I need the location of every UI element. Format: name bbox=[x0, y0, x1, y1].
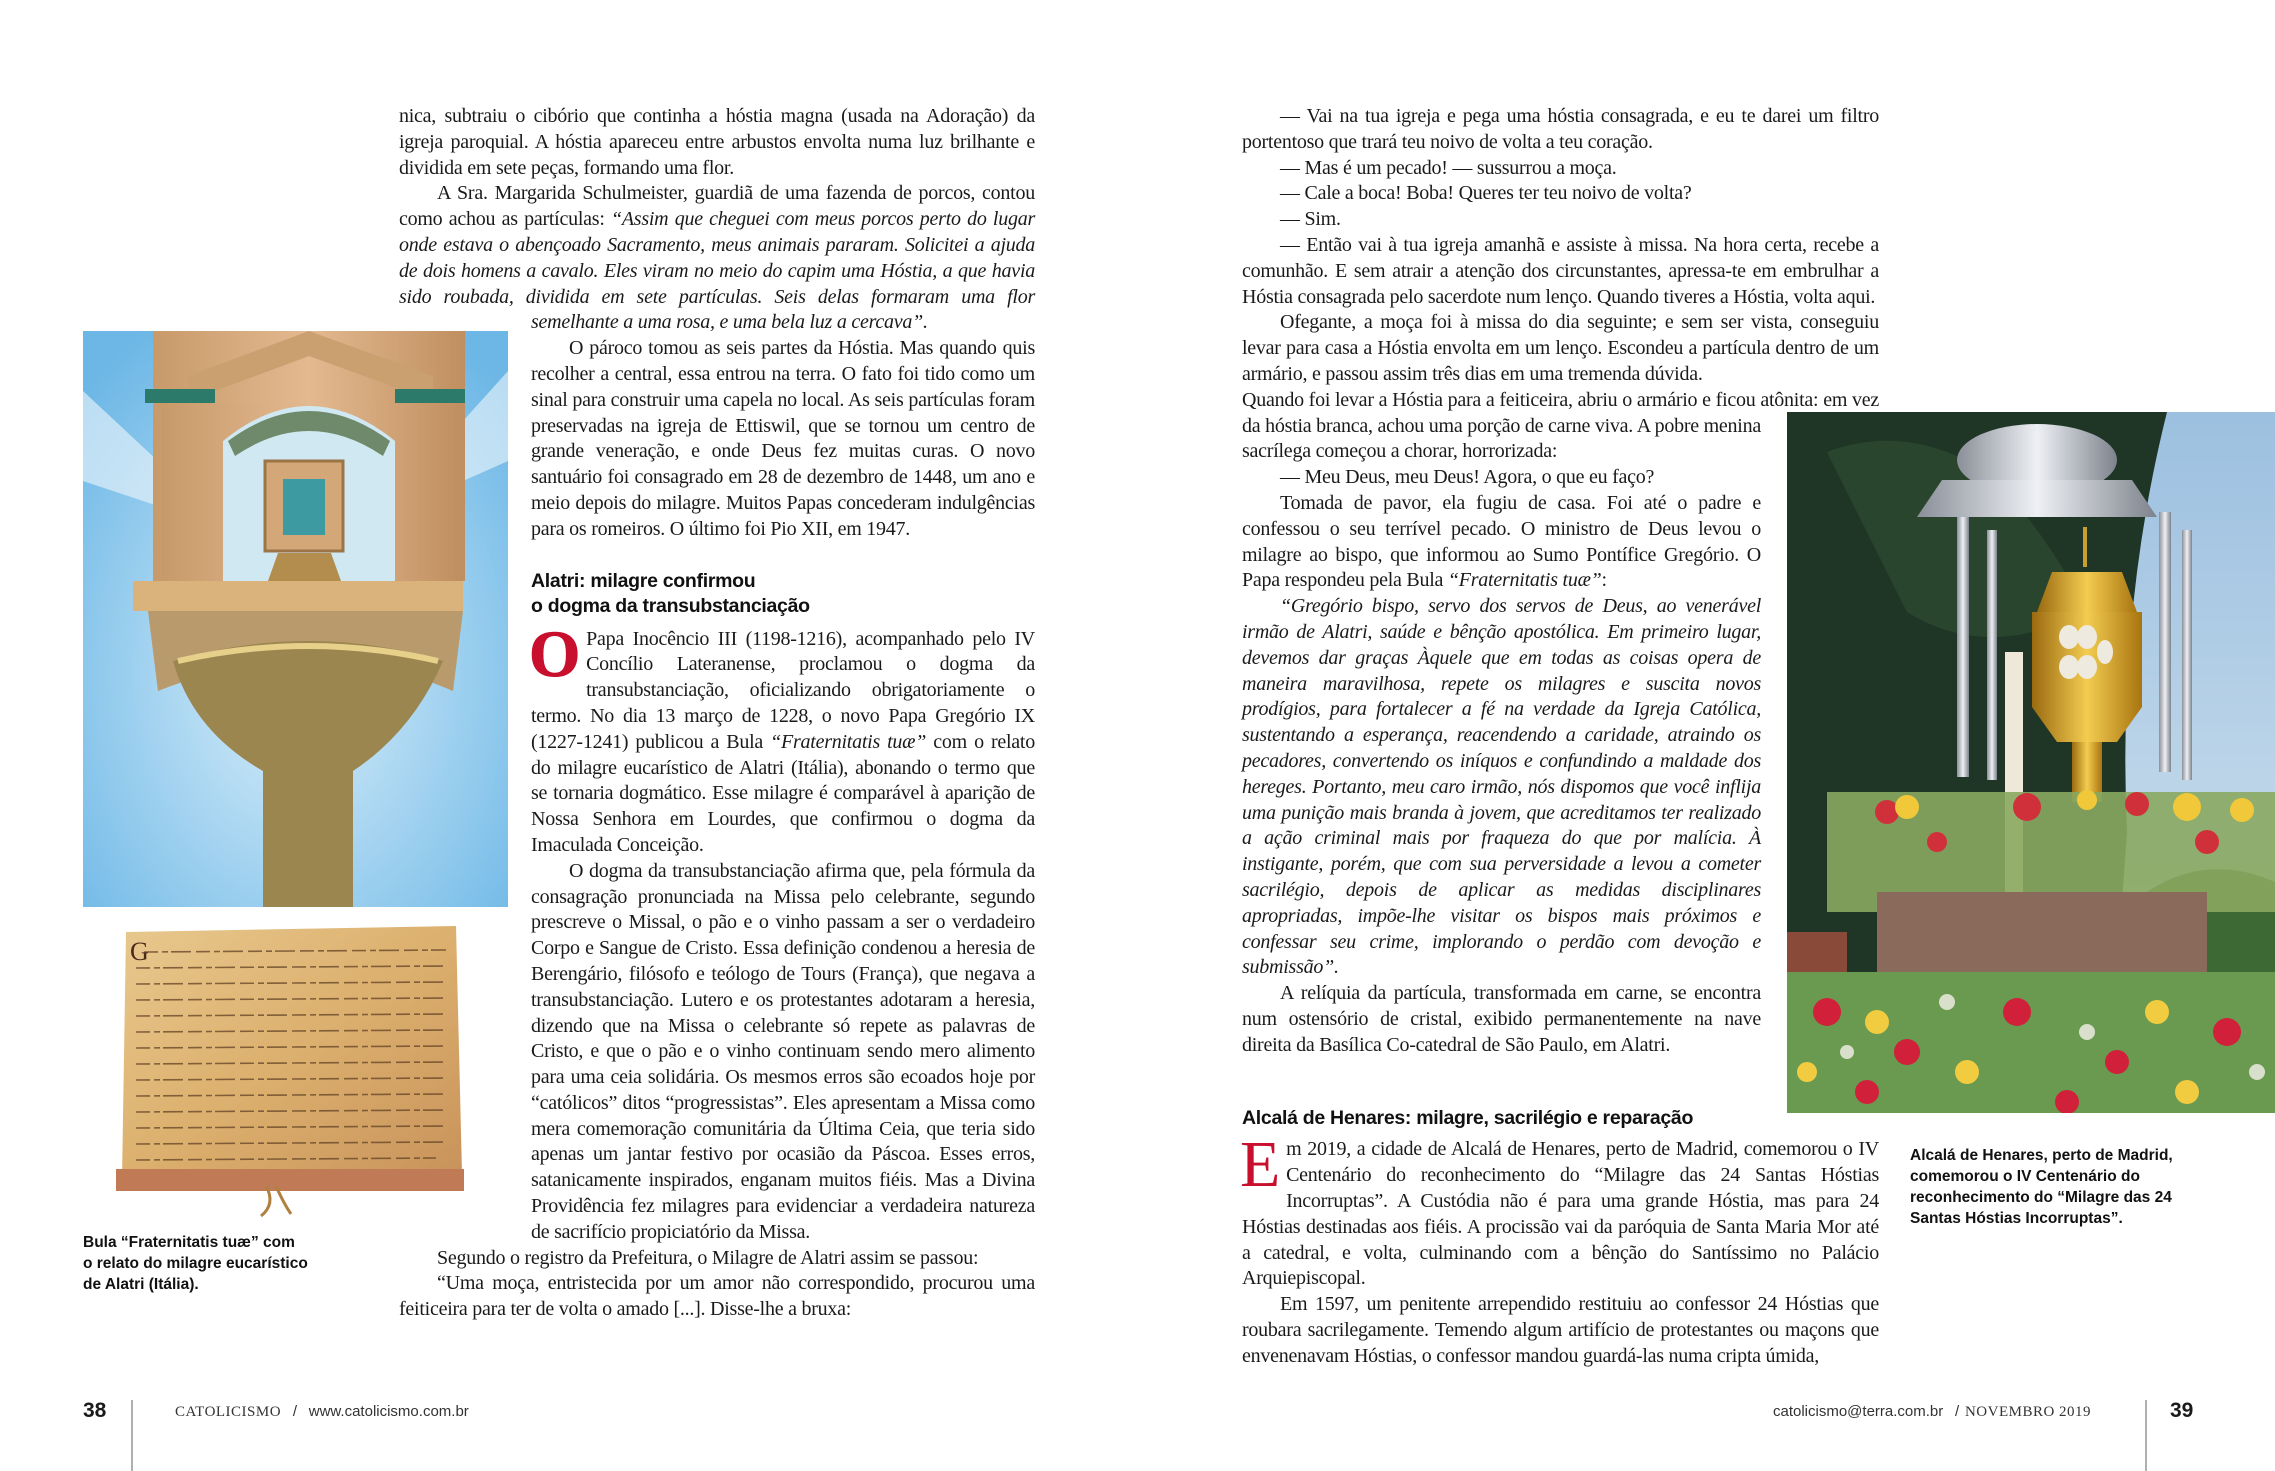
alcala-caption bbox=[1910, 1145, 2173, 1229]
paragraph bbox=[1242, 207, 1879, 233]
text-run: A relíquia da partícula, transformada em carne, se encontra num ostensório de cristal, exibido permanentemente na nave direita da Basílica Co-catedral de São Paulo, em Alatri. bbox=[1242, 982, 1761, 1056]
magazine-name: CATOLICISMO bbox=[175, 1404, 282, 1420]
text-run: Quando foi levar a Hóstia para a feiticeira, abriu o armário e ficou atônita: em vez da hóstia branca, achou uma porção de carne viva. A pobre menina sacrílega começou a chorar, horrorizada: bbox=[1242, 388, 1879, 463]
text-run: com o relato do milagre eucarístico de Alatri (Itália), abonando o termo que se tornaria dogmático. Esse milagre é comparável à aparição de Nossa Senhora em Lourdes, que confirmou o dogma da Imaculada Conceição. bbox=[531, 730, 1035, 856]
caption-line: Alcalá de Henares, perto de Madrid, bbox=[1910, 1147, 2173, 1164]
drop-cap: O bbox=[529, 617, 581, 691]
left-article-column bbox=[399, 104, 1035, 1323]
text-run: — Mas é um pecado! — sussurrou a moça. bbox=[1280, 156, 1617, 179]
bula-caption bbox=[83, 1232, 308, 1295]
alcala-custodia-photo bbox=[1787, 412, 2275, 1113]
right-article-column bbox=[1242, 104, 1879, 1370]
italic-quote: “Assim que cheguei com meus porcos perto do lugar onde estava o abençoado Sacramento, meus animais pararam. Solicitei a ajuda de dois homens a cavalo. Eles viram no meio do capim uma Hóstia, a que havia sido roubada, dividida em sete partículas. Seis delas formaram uma flor semelhante a uma rosa, e uma bela luz a cercava”. bbox=[399, 208, 1035, 334]
text-run: O dogma da transubstanciação afirma que, pela fórmula da consagração pronunciada na Missa pelo celebrante, segundo prescreve o Missal, o pão e o vinho passam a ser o verdadeiro Corpo e Sangue de Cristo. Essa definição condenou a heresia de Berengário, filósofo e teólogo de Tours (França), que negava a transubstanciação. Lutero e os protestantes adotaram a heresia, dizendo que na Missa o celebrante só repete as palavras de Cristo, e que o pão e o vinho continuam sendo mero alimento para uma ceia solidária. Os mesmos erros são ecoados hoje por “católicos” ditos “progressistas”. Eles apresentam a Missa como mera comemoração comunitária da Última Ceia, que teria sido apenas um jantar festivo por ocasião da Páscoa. Esses erros, satanicamente inspirados, enganam muitos fiéis. Mas a Divina Providência fez milagres para evidenciar a verdadeira natureza de sacrifício propiciatório da Missa. bbox=[531, 859, 1035, 1243]
paragraph bbox=[399, 1246, 1035, 1272]
footer-divider-left bbox=[131, 1400, 133, 1471]
svg-text:G: G bbox=[130, 937, 149, 966]
caption-line: de Alatri (Itália). bbox=[83, 1276, 199, 1293]
text-run: Tomada de pavor, ela fugiu de casa. Foi até o padre e confessou o seu terrível pecado. O ministro de Deus levou o milagre ao bispo, que informou ao Sumo Pontífice Gregório. O Papa respondeu pela Bula bbox=[1242, 491, 1761, 592]
text-run: A Sra. Margarida Schulmeister, guardiã de uma fazenda de porcos, contou como achou as partículas: bbox=[399, 182, 1035, 231]
italic-quote: “Fraternitatis tuæ” bbox=[770, 730, 927, 753]
page-number-right: 39 bbox=[2170, 1399, 2194, 1422]
text-run: — Cale a boca! Boba! Queres ter teu noivo de volta? bbox=[1280, 182, 1692, 205]
text-run: Papa Inocêncio III (1198-1216), acompanhado pelo IV Concílio Lateranense, proclamou o dogma da transubstanciação, oficializando obrigatoriamente o termo. No dia 13 março de 1228, o novo Papa Gregório IX (1227-1241) publicou a Bula bbox=[531, 627, 1035, 753]
paragraph bbox=[399, 181, 1035, 336]
footer-separator: / bbox=[1955, 1403, 1960, 1420]
article-body-alcala bbox=[1240, 1128, 1879, 1369]
paragraph bbox=[399, 104, 1035, 181]
paragraph bbox=[1240, 1128, 1879, 1292]
caption-line: Bula “Fraternitatis tuæ” com bbox=[83, 1234, 295, 1251]
text-run: — Vai na tua igreja e pega uma hóstia consagrada, e eu te darei um filtro portentoso que trará teu noivo de volta a teu coração. bbox=[1242, 105, 1879, 153]
text-run: nica, subtraiu o cibório que continha a hóstia magna (usada na Adoração) da igreja paroquial. A hóstia apareceu entre arbustos envolta numa luz brilhante e dividida em sete peças, formando uma flor. bbox=[399, 105, 1035, 179]
text-run: Segundo o registro da Prefeitura, o Milagre de Alatri assim se passou: bbox=[437, 1246, 979, 1269]
paragraph bbox=[1242, 310, 1879, 387]
text-run: “Uma moça, entristecida por um amor não correspondido, procurou uma feiticeira para ter de volta o amado [...]. Disse-lhe a bruxa: bbox=[399, 1272, 1035, 1321]
paragraph bbox=[1242, 1292, 1879, 1369]
page-number-left: 38 bbox=[83, 1399, 107, 1422]
text-run: O pároco tomou as seis partes da Hóstia. Mas quando quis recolher a central, essa entrou na terra. O fato foi tido como um sinal para construir uma capela no local. As seis partículas foram preservadas na igreja de Ettiswil, que se tornou um centro de grande veneração, e onde Deus fez muitas curas. O novo santuário foi consagrado em 28 de dezembro de 1448, um ano e meio depois do milagre. Muitos Papas concederam indulgências para os romeiros. O último foi Pio XII, em 1947. bbox=[531, 337, 1035, 540]
website-link[interactable]: www.catolicismo.com.br bbox=[308, 1403, 469, 1420]
heading-line: o dogma da transubstanciação bbox=[531, 594, 810, 617]
footer-left-text bbox=[175, 1403, 469, 1421]
drop-cap: E bbox=[1240, 1128, 1281, 1202]
italic-quote: “Gregório bispo, servo dos servos de Deus, ao venerável irmão de Alatri, saúde e bênção apostólica. Em primeiro lugar, devemos dar graças Àquele que em todas as coisas opera de maneira maravilhosa, repete os milagres e suscita novos prodígios, para fortalecer a fé na verdade da Igreja Católica, sustentando a esperança, reacendendo a caridade, atraindo os pecadores, convertendo os iníquos e confundindo a maldade dos hereges. Portanto, meu caro irmão, nós dispomos que você inflija uma punição mais branda à jovem, que acreditamos ter realizado a ação criminal mais por fraqueza do que por malícia. À instigante, porém, que com sua perversidade a levou a cometer sacrilégio, depois de aplicar as medidas disciplinares apropriadas, impõe-lhe visitar os bispos mais próximos e confessar seu crime, implorando o perdão com devoção e submissão”. bbox=[1242, 595, 1761, 979]
caption-line: reconhecimento do “Milagre das 24 bbox=[1910, 1189, 2172, 1206]
text-run: : bbox=[1601, 569, 1607, 592]
section-heading-alcala: Alcalá de Henares: milagre, sacrilégio e reparação bbox=[1242, 1107, 1694, 1130]
footer-right-text bbox=[1773, 1403, 2091, 1421]
heading-line: Alatri: milagre confirmou bbox=[531, 569, 756, 592]
text-run: — Então vai à tua igreja amanhã e assiste à missa. Na hora certa, recebe a comunhão. E sem atrair a atenção dos circunstantes, apressa-te em embrulhar a Hóstia consagrada pelo sacerdote num lenço. Quando tiveres a Hóstia, volta aqui. bbox=[1242, 233, 1879, 308]
caption-line: comemorou o IV Centenário do bbox=[1910, 1168, 2140, 1185]
email-link[interactable]: catolicismo@terra.com.br bbox=[1773, 1403, 1944, 1420]
text-run: — Sim. bbox=[1280, 208, 1341, 231]
paragraph bbox=[1242, 104, 1879, 156]
issue-date: NOVEMBRO 2019 bbox=[1964, 1404, 2092, 1420]
paragraph bbox=[1242, 181, 1879, 207]
text-run: Em 1597, um penitente arrependido restituiu ao confessor 24 Hóstias que roubara sacrilegamente. Temendo algum artifício de protestantes ou maçons que envenenavam Hóstias, o confessor mandou guardá-las numa cripta úmida, bbox=[1242, 1293, 1879, 1367]
caption-line: Santas Hóstias Incorruptas”. bbox=[1910, 1210, 2123, 1227]
paragraph bbox=[399, 1271, 1035, 1323]
footer-separator: / bbox=[292, 1403, 297, 1420]
text-run: m 2019, a cidade de Alcalá de Henares, perto de Madrid, comemorou o IV Centenário do reconhecimento do “Milagre das 24 Santas Hóstias Incorruptas”. A Custódia não é para uma grande Hóstia, mas para 24 Hóstias destinadas aos fiéis. A procissão vai da paróquia de Santa Maria Mor até a catedral, e volta, culminando com a bênção do Santíssimo no Palácio Arquiepiscopal. bbox=[1242, 1138, 1879, 1290]
paragraph bbox=[1242, 156, 1879, 182]
text-run: — Meu Deus, meu Deus! Agora, o que eu faço? bbox=[1280, 466, 1655, 489]
italic-quote: “Fraternitatis tuæ” bbox=[1447, 569, 1602, 592]
text-run: Ofegante, a moça foi à missa do dia seguinte; e sem ser vista, conseguiu levar para casa a Hóstia envolta em um lenço. Escondeu a partícula dentro de um armário, e passou assim três dias em uma tremenda dúvida. bbox=[1242, 311, 1879, 385]
footer-divider-right bbox=[2145, 1400, 2147, 1471]
caption-line: o relato do milagre eucarístico bbox=[83, 1255, 308, 1272]
paragraph bbox=[1242, 233, 1879, 310]
